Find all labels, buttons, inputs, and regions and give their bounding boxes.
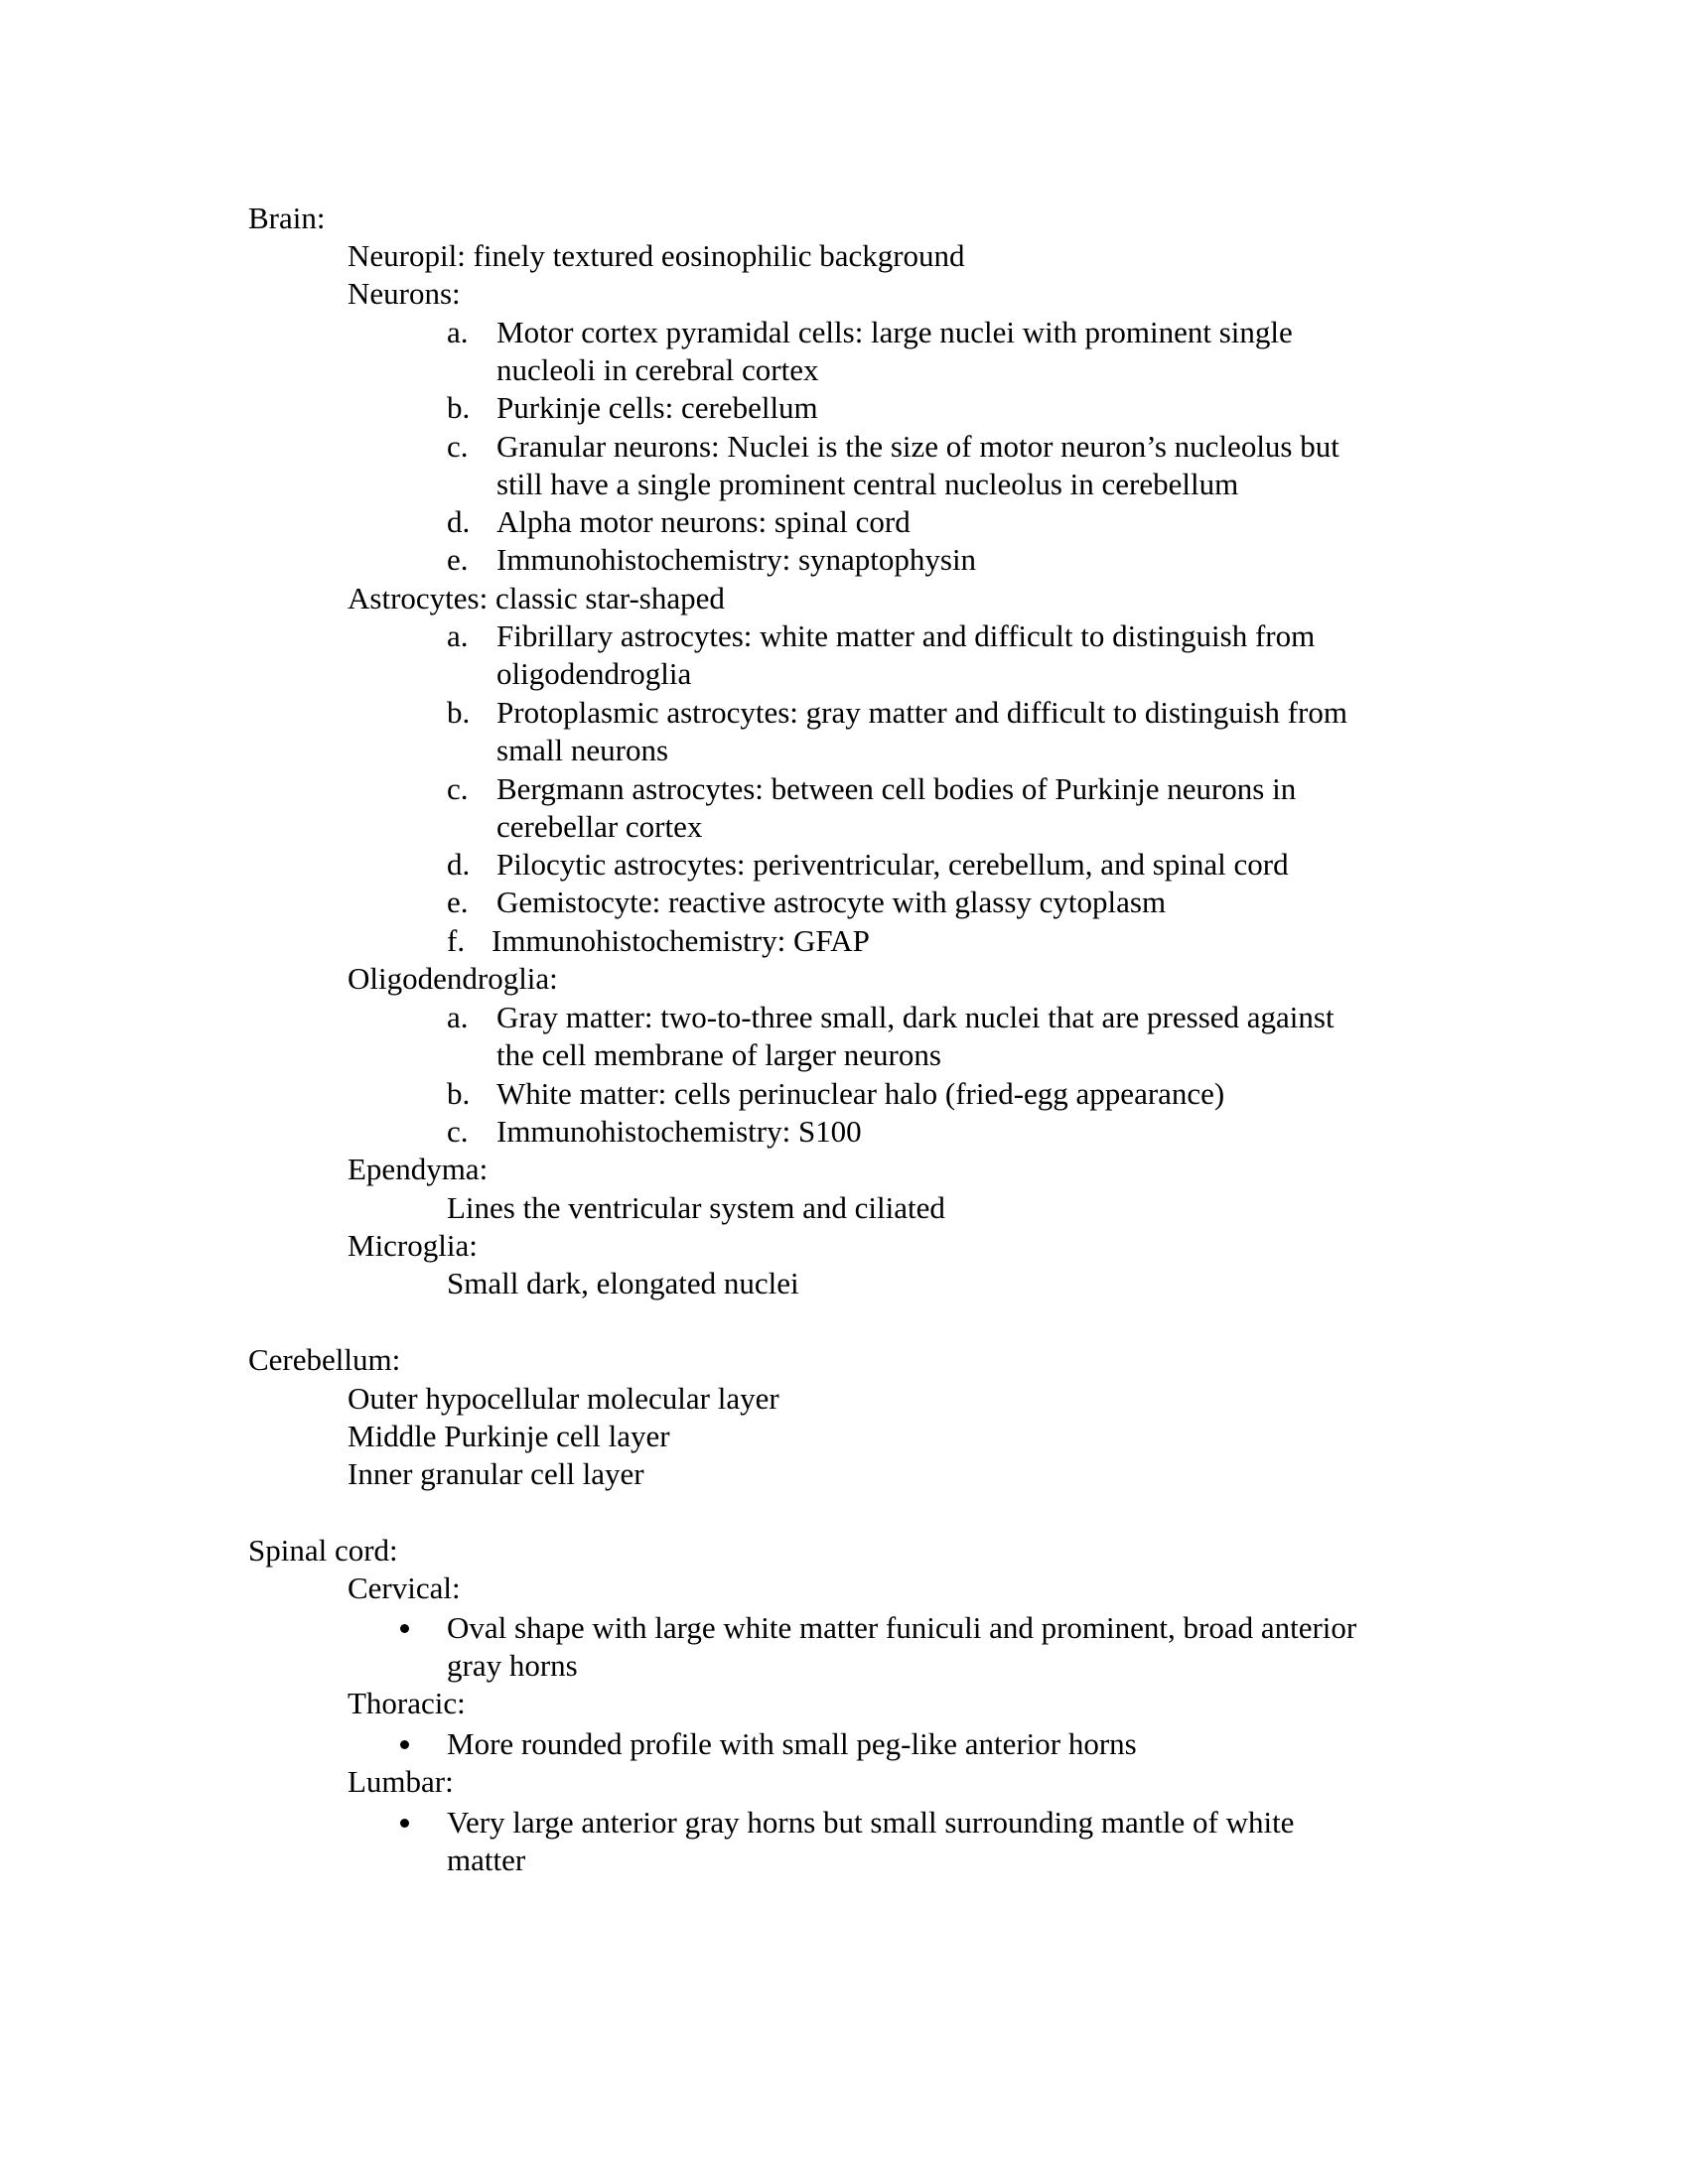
section-heading-cerebellum: Cerebellum: [248, 1342, 401, 1377]
list-item-line: Alpha motor neurons: spinal cord [496, 504, 911, 539]
list-item-line: Immunohistochemistry: synaptophysin [496, 542, 977, 577]
list-item-line: White matter: cells perinuclear halo (fried-egg appearance) [496, 1076, 1225, 1111]
neuropil-line: Neuropil: finely textured eosinophilic background [348, 238, 965, 273]
list-marker: b. [447, 390, 471, 425]
list-item-line: Immunohistochemistry: GFAP [492, 923, 870, 958]
microglia-heading: Microglia: [348, 1228, 478, 1263]
list-marker: f. [447, 923, 466, 958]
list-item-line: oligodendroglia [496, 656, 692, 691]
bullet-icon [400, 1819, 409, 1828]
list-marker: b. [447, 695, 471, 730]
list-item-line: Immunohistochemistry: S100 [496, 1114, 862, 1149]
list-marker: d. [447, 847, 471, 882]
cerebellum-layer: Outer hypocellular molecular layer [348, 1381, 779, 1416]
list-marker: a. [447, 315, 469, 349]
ependyma-text: Lines the ventricular system and ciliated [447, 1190, 945, 1225]
list-marker: c. [447, 429, 469, 464]
list-marker: c. [447, 1114, 469, 1149]
bullet-item-line: Oval shape with large white matter funiculi and prominent, broad anterior [447, 1610, 1357, 1645]
list-item-line: Motor cortex pyramidal cells: large nuclei with prominent single [496, 315, 1293, 349]
lumbar-heading: Lumbar: [348, 1764, 454, 1799]
bullet-item-line: More rounded profile with small peg-like anterior horns [447, 1726, 1137, 1761]
cerebellum-layer: Middle Purkinje cell layer [348, 1419, 670, 1453]
list-marker: e. [447, 885, 469, 919]
list-item-line: cerebellar cortex [496, 809, 703, 844]
list-item-line: Pilocytic astrocytes: periventricular, cerebellum, and spinal cord [496, 847, 1289, 882]
section-heading-spinal-cord: Spinal cord: [248, 1533, 398, 1568]
list-item-line: Gemistocyte: reactive astrocyte with glassy cytoplasm [496, 885, 1167, 919]
cerebellum-layer: Inner granular cell layer [348, 1456, 644, 1491]
list-item-line: Gray matter: two-to-three small, dark nuclei that are pressed against [496, 1000, 1335, 1034]
list-item-line: Fibrillary astrocytes: white matter and difficult to distinguish from [496, 618, 1316, 653]
cervical-heading: Cervical: [348, 1570, 461, 1605]
bullet-item-line: gray horns [447, 1648, 578, 1683]
thoracic-heading: Thoracic: [348, 1686, 466, 1720]
microglia-text: Small dark, elongated nuclei [447, 1266, 799, 1300]
bullet-item-line: Very large anterior gray horns but small surrounding mantle of white [447, 1805, 1295, 1840]
bullet-item-line: matter [447, 1843, 526, 1877]
list-item-line: Granular neurons: Nuclei is the size of motor neuron’s nucleolus but [496, 429, 1339, 464]
list-marker: e. [447, 542, 469, 577]
list-item-line: Bergmann astrocytes: between cell bodies of Purkinje neurons in [496, 771, 1297, 806]
bullet-icon [400, 1624, 409, 1633]
list-item-line: nucleoli in cerebral cortex [496, 352, 819, 387]
list-item-line: the cell membrane of larger neurons [496, 1037, 941, 1072]
list-marker: c. [447, 771, 469, 806]
list-marker: d. [447, 504, 471, 539]
list-marker: a. [447, 618, 469, 653]
section-heading-brain: Brain: [248, 201, 326, 235]
list-marker: a. [447, 1000, 469, 1034]
list-item-line: Protoplasmic astrocytes: gray matter and difficult to distinguish from [496, 695, 1347, 730]
list-item-line: Purkinje cells: cerebellum [496, 390, 818, 425]
list-item-line: small neurons [496, 733, 669, 767]
list-marker: b. [447, 1076, 471, 1111]
ependyma-heading: Ependyma: [348, 1152, 489, 1186]
bullet-icon [400, 1740, 409, 1749]
list-item-line: still have a single prominent central nucleolus in cerebellum [496, 467, 1239, 501]
astrocytes-heading: Astrocytes: classic star-shaped [348, 581, 725, 615]
oligodendroglia-heading: Oligodendroglia: [348, 961, 558, 996]
neurons-heading: Neurons: [348, 276, 461, 311]
